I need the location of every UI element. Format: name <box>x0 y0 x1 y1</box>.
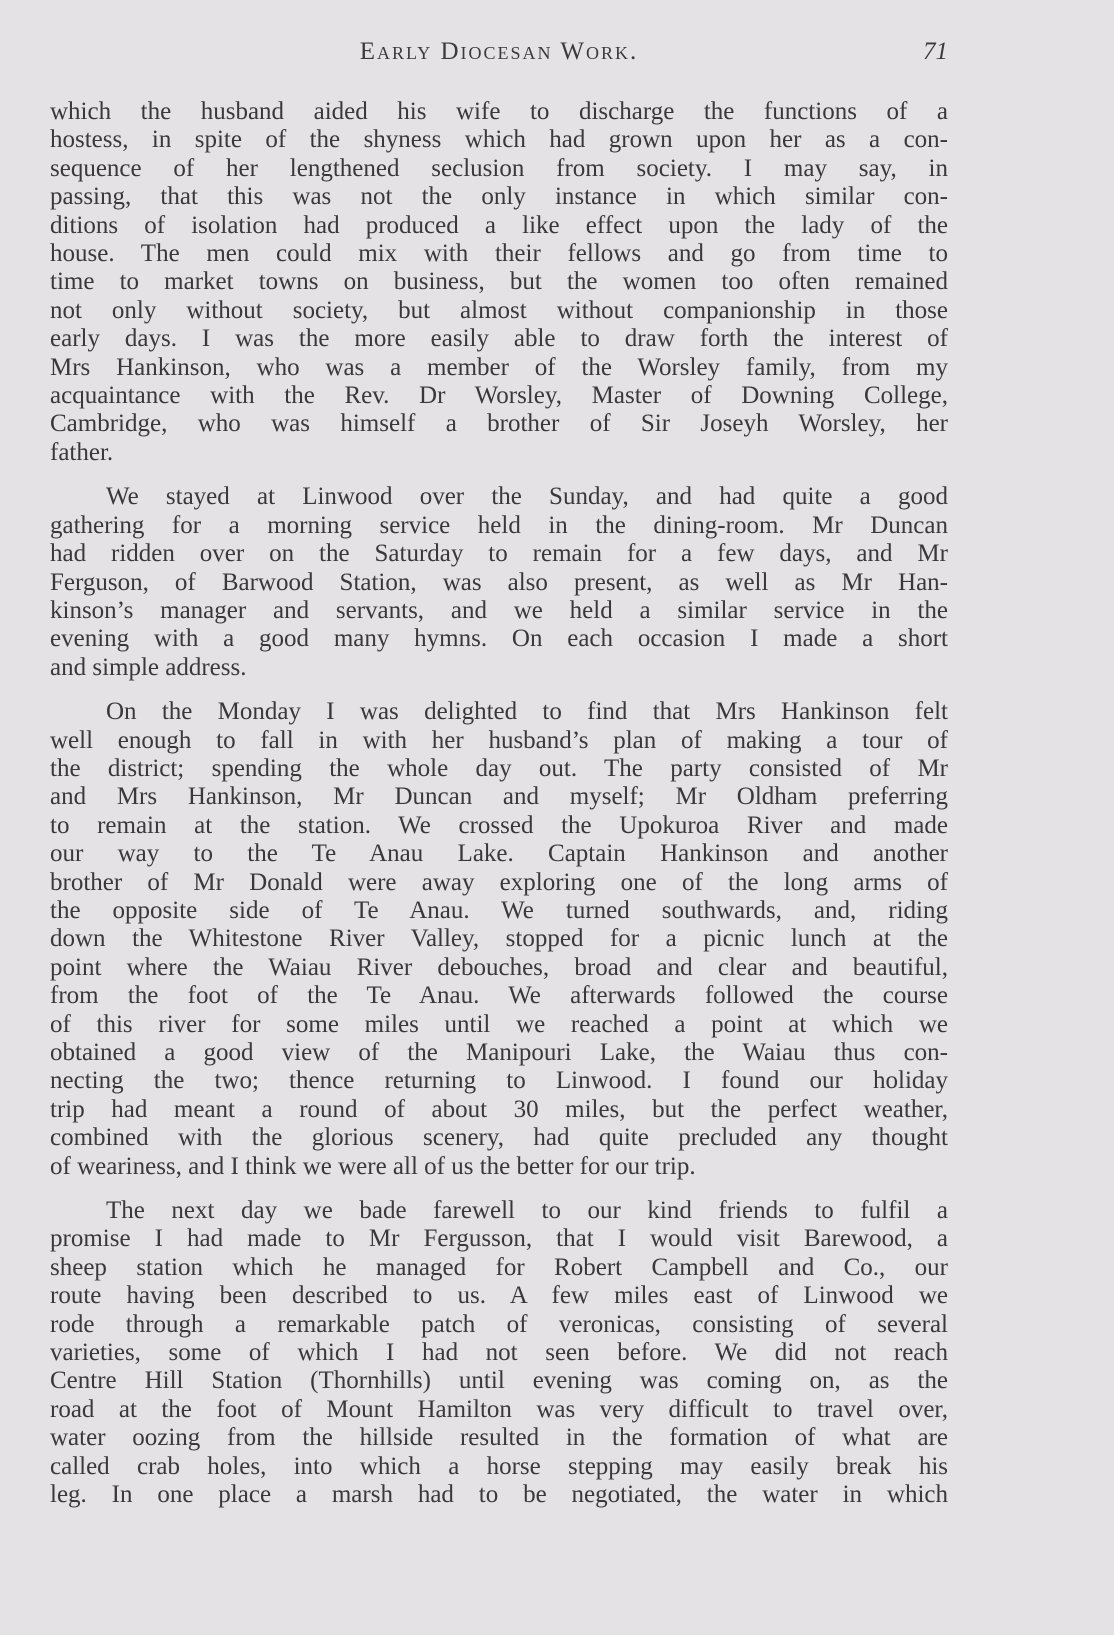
text-line: kinson’s manager and servants, and we held a similar service in the <box>50 596 948 624</box>
text-line: had ridden over on the Saturday to remain for a few days, and Mr <box>50 540 948 568</box>
text-line: hostess, in spite of the shyness which had grown upon her as a con- <box>50 126 948 154</box>
text-line: which the husband aided his wife to discharge the functions of a <box>50 98 948 125</box>
text-line: father. <box>50 438 114 466</box>
text-line: water oozing from the hillside resulted in the formation of what are <box>50 1424 948 1452</box>
text-line: We stayed at Linwood over the Sunday, and had quite a good <box>106 483 948 511</box>
text-line: Mrs Hankinson, who was a member of the Worsley family, from my <box>50 353 948 381</box>
text-line: well enough to fall in with her husband’s plan of making a tour of <box>50 726 948 754</box>
text-line: Cambridge, who was himself a brother of Sir Joseyh Worsley, her <box>50 410 948 438</box>
text-line: house. The men could mix with their fellows and go from time to <box>50 240 948 268</box>
text-line: the opposite side of Te Anau. We turned southwards, and, riding <box>50 896 948 924</box>
text-line: sequence of her lengthened seclusion from society. I may say, in <box>50 154 948 182</box>
text-line: On the Monday I was delighted to find that Mrs Hankinson felt <box>106 698 948 726</box>
text-line: varieties, some of which I had not seen before. We did not reach <box>50 1339 948 1367</box>
text-line: sheep station which he managed for Robert Campbell and Co., our <box>50 1253 948 1281</box>
text-line: necting the two; thence returning to Linwood. I found our holiday <box>50 1067 948 1095</box>
text-line: rode through a remarkable patch of veronicas, consisting of several <box>50 1310 948 1338</box>
text-line: the district; spending the whole day out. The party consisted of Mr <box>50 754 948 782</box>
running-head <box>50 38 948 72</box>
text-line: route having been described to us. A few miles east of Linwood we <box>50 1282 948 1310</box>
text-line: leg. In one place a marsh had to be negotiated, the water in which <box>50 1481 948 1509</box>
text-line: The next day we bade farewell to our kind friends to fulfil a <box>106 1197 948 1225</box>
text-line: ditions of isolation had produced a like effect upon the lady of the <box>50 211 948 239</box>
text-line: trip had meant a round of about 30 miles, but the perfect weather, <box>50 1095 948 1123</box>
text-line: passing, that this was not the only instance in which similar con- <box>50 183 948 211</box>
page-number: 71 <box>923 38 948 65</box>
text-line: point where the Waiau River debouches, broad and clear and beautiful, <box>50 953 948 981</box>
text-line: not only without society, but almost without companionship in those <box>50 296 948 324</box>
text-line: from the foot of the Te Anau. We afterwards followed the course <box>50 982 948 1010</box>
text-line: time to market towns on business, but the women too often remained <box>50 268 948 296</box>
text-line: our way to the Te Anau Lake. Captain Hankinson and another <box>50 840 948 868</box>
text-line: early days. I was the more easily able to draw forth the interest of <box>50 325 948 353</box>
body-text <box>50 98 948 1510</box>
text-line: obtained a good view of the Manipouri Lake, the Waiau thus con- <box>50 1039 948 1066</box>
text-line: gathering for a morning service held in the dining-room. Mr Duncan <box>50 511 948 539</box>
text-line: to remain at the station. We crossed the Upokuroa River and made <box>50 811 948 839</box>
text-line: acquaintance with the Rev. Dr Worsley, Master of Downing College, <box>50 382 948 410</box>
text-line: and Mrs Hankinson, Mr Duncan and myself; Mr Oldham preferring <box>50 783 948 811</box>
text-line: down the Whitestone River Valley, stopped for a picnic lunch at the <box>50 925 948 953</box>
text-line: evening with a good many hymns. On each occasion I made a short <box>50 625 948 653</box>
text-line: of this river for some miles until we reached a point at which we <box>50 1010 948 1038</box>
text-line: promise I had made to Mr Fergusson, that I would visit Barewood, a <box>50 1225 948 1253</box>
text-line: road at the foot of Mount Hamilton was very difficult to travel over, <box>50 1395 948 1423</box>
text-line: called crab holes, into which a horse stepping may easily break his <box>50 1452 948 1480</box>
text-line: brother of Mr Donald were away exploring one of the long arms of <box>50 868 948 896</box>
running-title: Early Diocesan Work. <box>359 38 639 65</box>
text-line: combined with the glorious scenery, had quite precluded any thought <box>50 1124 948 1152</box>
text-line: of weariness, and I think we were all of us the better for our trip. <box>50 1152 696 1180</box>
text-line: and simple address. <box>50 653 247 681</box>
text-line: Ferguson, of Barwood Station, was also present, as well as Mr Han- <box>50 568 948 596</box>
text-line: Centre Hill Station (Thornhills) until evening was coming on, as the <box>50 1367 948 1395</box>
